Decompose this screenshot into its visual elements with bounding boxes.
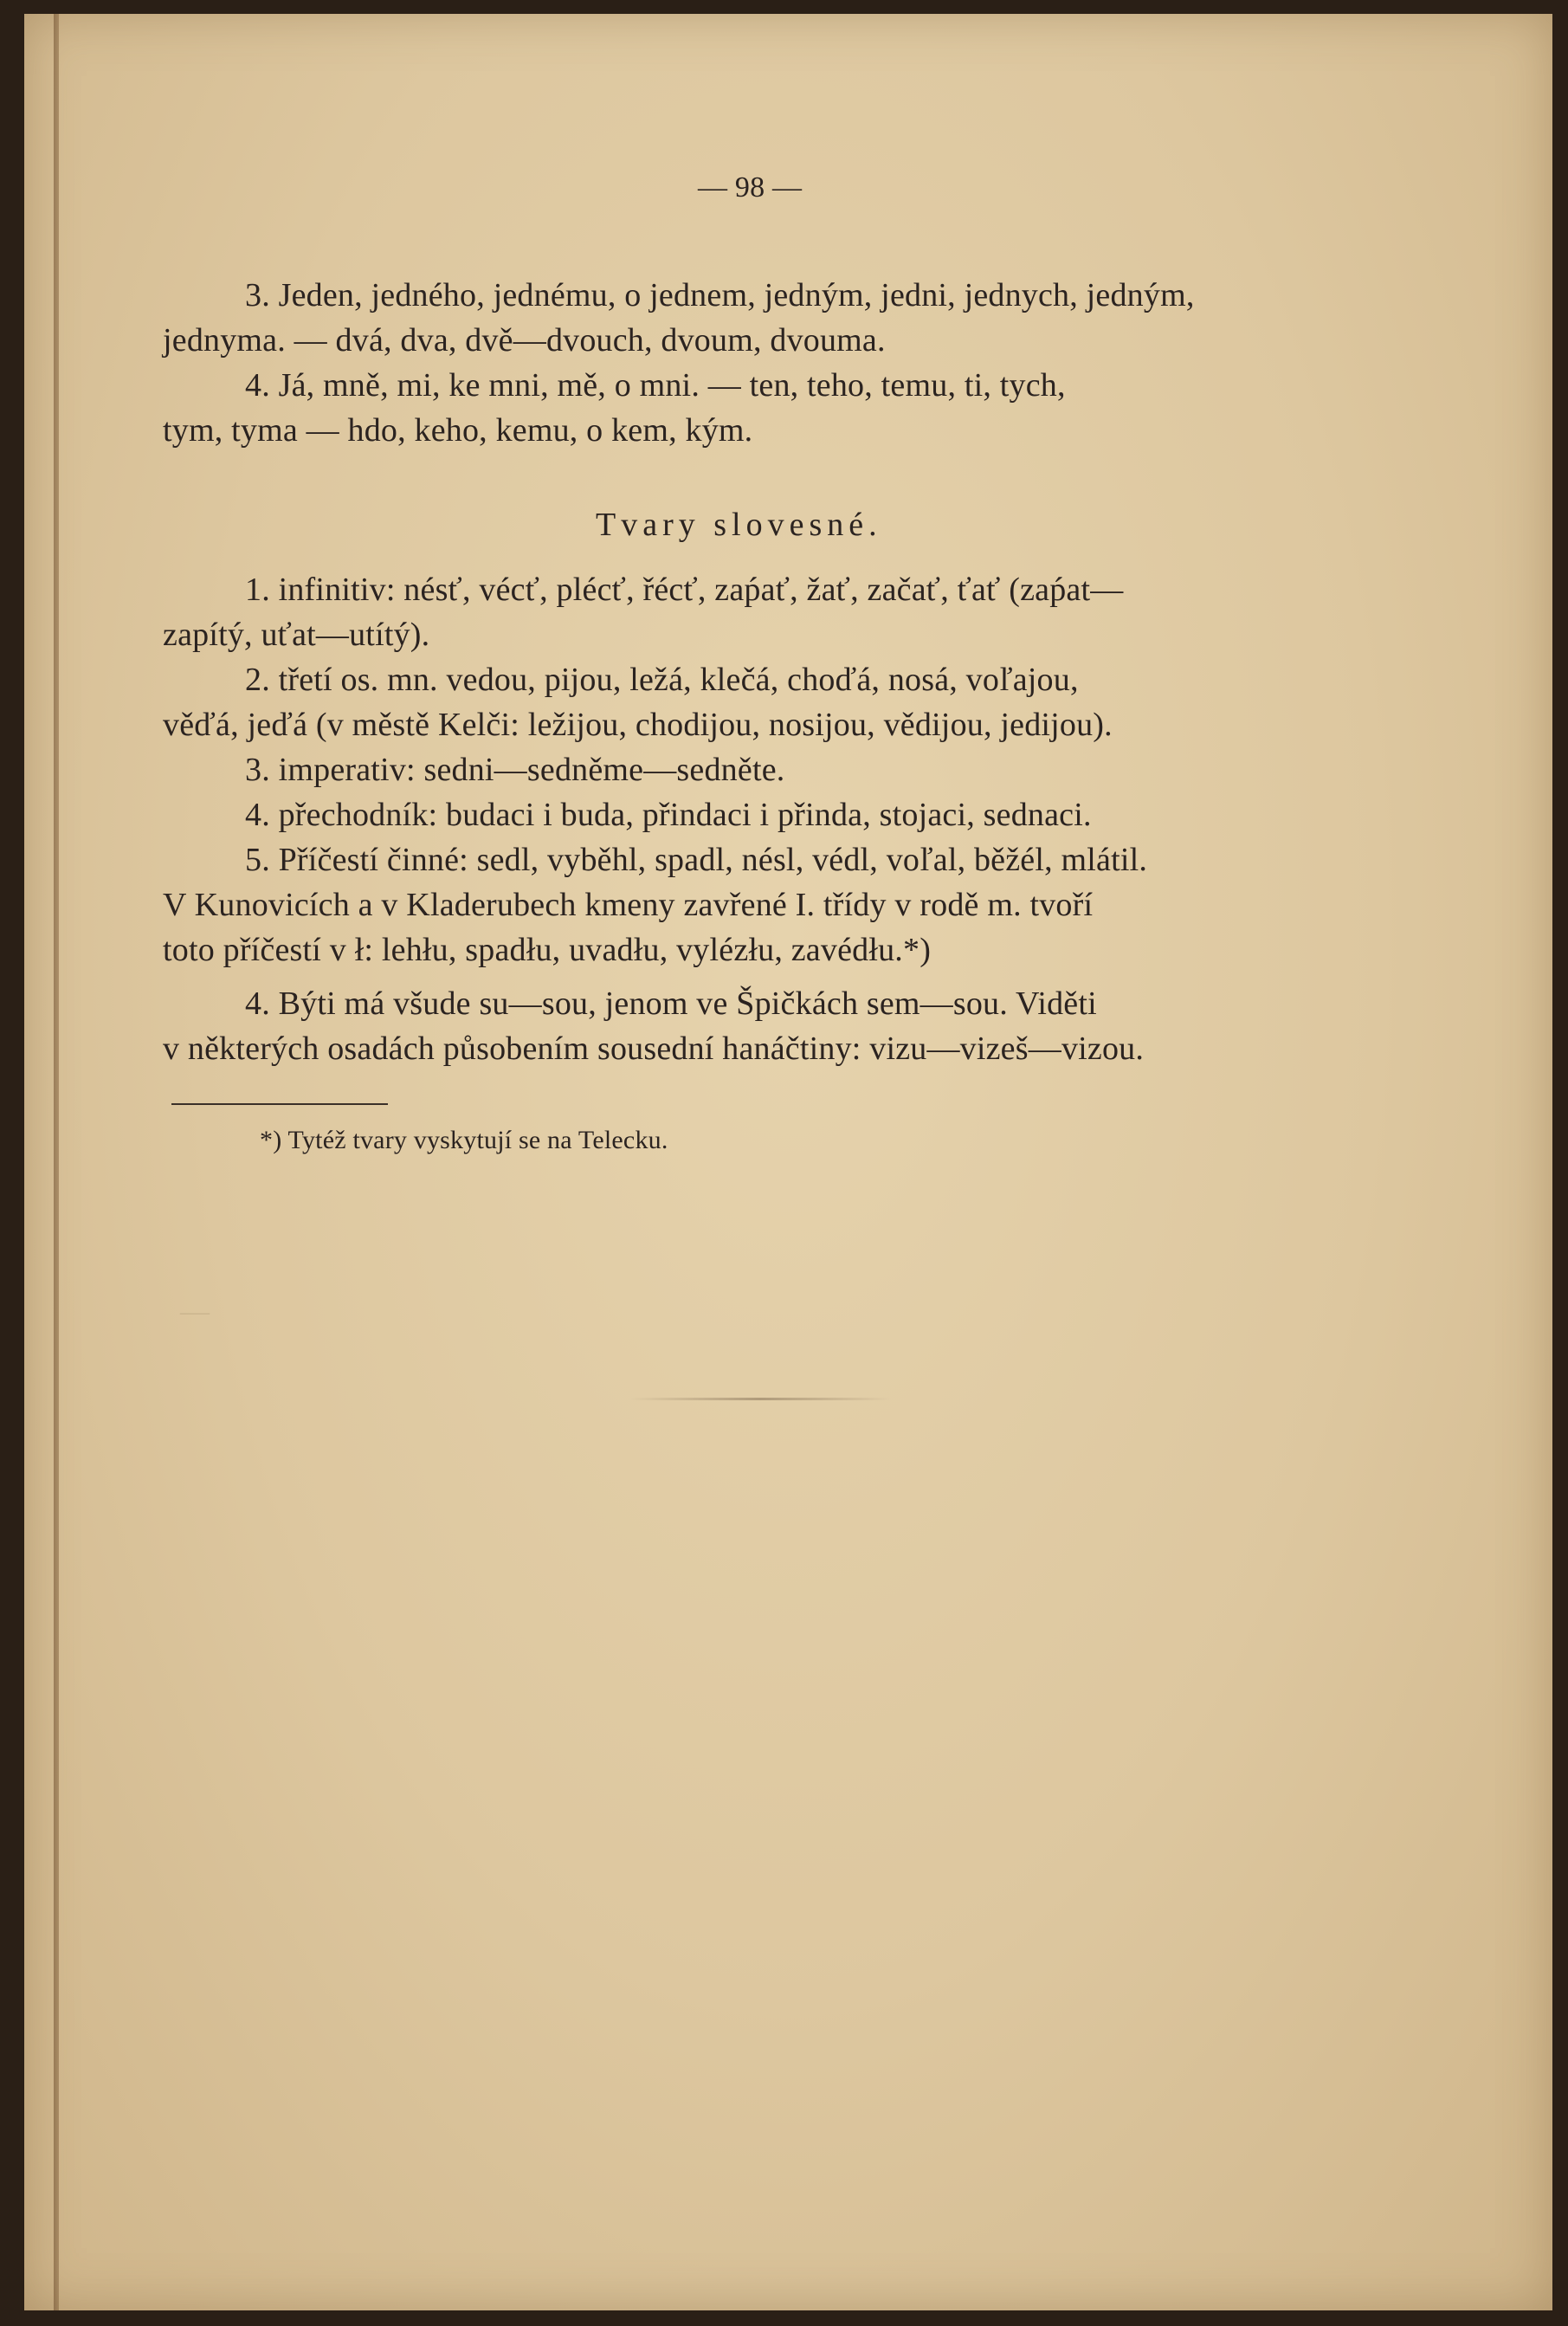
text-line: V Kunovicích a v Kladerubech kmeny zavřené I. třídy v rodě m. tvoří xyxy=(163,887,1094,923)
text-line: zapítý, uťat—utítý). xyxy=(163,617,430,653)
text-line: 4. přechodník: budaci i buda, přindaci i přinda, stojaci, sednaci. xyxy=(245,797,1092,833)
text-line: 3. Jeden, jedného, jednému, o jednem, jedným, jedni, jednych, jedným, xyxy=(245,277,1195,313)
text-line: věďá, jeďá (v městě Kelči: ležijou, chodijou, nosijou, vědijou, jedijou). xyxy=(163,707,1113,743)
text-line: 2. třetí os. mn. vedou, pijou, ležá, klečá, choďá, nosá, voľajou, xyxy=(245,662,1079,698)
text-line: 3. imperativ: sedni—sedněme—sedněte. xyxy=(245,752,785,788)
text-line: 4. Býti má všude su—sou, jenom ve Špičkách sem—sou. Viděti xyxy=(245,985,1097,1022)
text-line: toto příčestí v ł: lehłu, spadłu, uvadłu, vylézłu, zavédłu.*) xyxy=(163,932,932,968)
binding-edge xyxy=(54,14,59,2310)
bleed-through-ornament xyxy=(630,1398,890,1400)
bleed-through-text: — xyxy=(180,1295,210,1328)
section-heading: Tvary slovesné. xyxy=(596,507,882,543)
footnote-rule xyxy=(171,1103,388,1105)
text-line: jednyma. — dvá, dva, dvě—dvouch, dvoum, dvouma. xyxy=(163,322,886,359)
text-line: v některých osadách působením sousední hanáčtiny: vizu—vizeš—vizou. xyxy=(163,1031,1145,1067)
text-line: 1. infinitiv: nésť, vécť, plécť, řécť, zaṕať, žať, začať, ťať (zaṕat— xyxy=(245,572,1124,608)
text-line: 4. Já, mně, mi, ke mni, mě, o mni. — ten, teho, temu, ti, tych, xyxy=(245,367,1066,404)
book-page xyxy=(24,14,1552,2310)
footnote: *) Tytéž tvary vyskytují se na Telecku. xyxy=(260,1126,668,1154)
text-line: tym, tyma — hdo, keho, kemu, o kem, kým. xyxy=(163,412,753,449)
page-number: — 98 — xyxy=(698,171,803,204)
text-line: 5. Příčestí činné: sedl, vyběhl, spadl, nésl, védl, voľal, běžél, mlátil. xyxy=(245,842,1148,878)
